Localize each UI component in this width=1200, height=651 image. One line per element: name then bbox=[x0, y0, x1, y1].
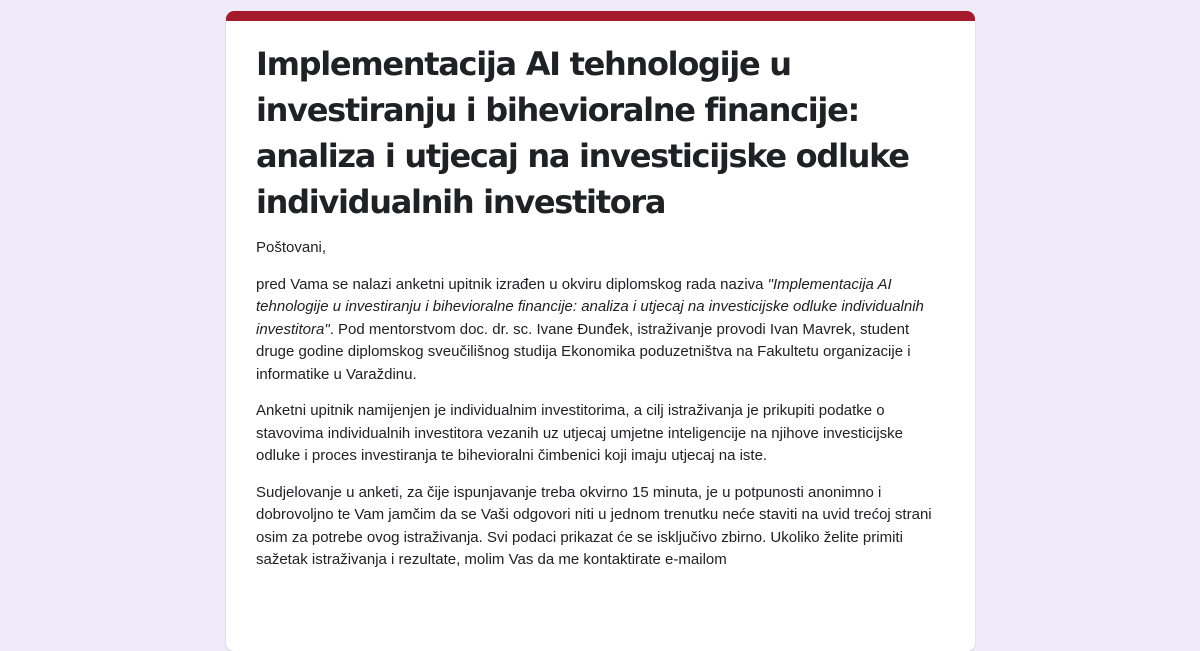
card-content bbox=[256, 41, 948, 586]
form-title: Implementacija AI tehnologije u investiranju i bihevioralne financije: analiza i utjecaj na investicijske odluke individualnih investitora bbox=[256, 45, 909, 221]
form-description bbox=[256, 237, 948, 572]
description-paragraph-1 bbox=[256, 274, 948, 387]
greeting: Poštovani, bbox=[256, 239, 327, 256]
paragraph-1-intro: pred Vama se nalazi anketni upitnik izrađen u okviru diplomskog rada naziva bbox=[256, 275, 768, 293]
paragraph-1-rest: . Pod mentorstvom doc. dr. sc. Ivane Đunđek, istraživanje provodi Ivan Mavrek, student druge godine diplomskog sveučilišnog studija Ekonomika poduzetništva na Fakultetu organizacije i informatike u Varaždinu. bbox=[256, 320, 911, 383]
thesis-title-quote: "Implementacija AI tehnologije u investiranju i bihevioralne financije: analiza i utjecaj na investicijske odluke individualnih investitora" bbox=[256, 275, 924, 338]
description-paragraph-3: Sudjelovanje u anketi, za čije ispunjavanje treba okvirno 15 minuta, je u potpunosti anonimno i dobrovoljno te Vam jamčim da se Vaši odgovori niti u jednom trenutku neće staviti na uvid trećoj strani osim za potrebe ovog istraživanja. Svi podaci prikazat će se isključivo zbirno. Ukoliko želite primiti sažetak istraživanja i rezultate, molim Vas da me kontaktirate e-mailom bbox=[256, 483, 932, 568]
description-paragraph-2: Anketni upitnik namijenjen je individualnim investitorima, a cilj istraživanja je prikupiti podatke o stavovima individualnih investitora vezanih uz utjecaj umjetne inteligencije na njihove investicijske odluke i proces investiranja te bihevioralni čimbenici koji imaju utjecaj na iste. bbox=[256, 402, 904, 464]
form-header-card bbox=[226, 11, 975, 651]
card-accent-bar bbox=[226, 11, 975, 21]
